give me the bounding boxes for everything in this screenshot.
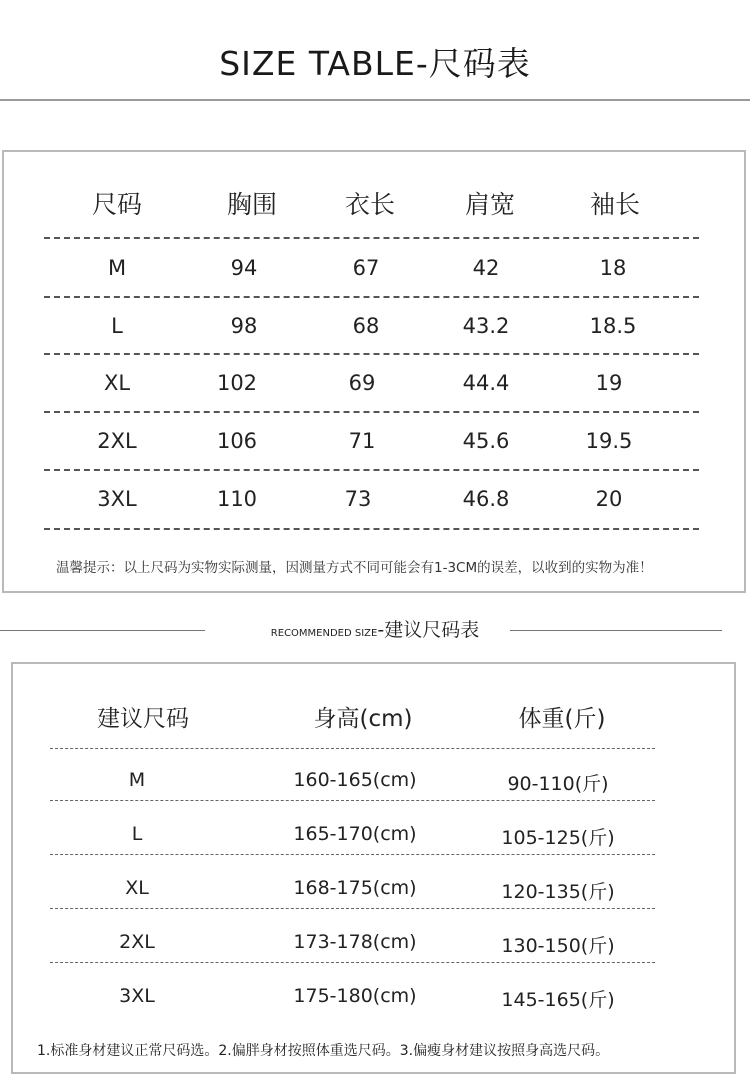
recommended-title-cn: -建议尺码表 bbox=[377, 619, 480, 641]
row-divider bbox=[44, 237, 699, 239]
row-divider bbox=[50, 748, 655, 749]
header-sleeve: 袖长 bbox=[589, 190, 640, 219]
cell-size: XL bbox=[125, 877, 149, 899]
header-shoulder: 肩宽 bbox=[464, 190, 515, 219]
cell-height: 165-170(cm) bbox=[293, 823, 417, 845]
title-divider bbox=[0, 99, 750, 101]
cell-size: L bbox=[131, 823, 143, 845]
cell-chest: 102 bbox=[216, 371, 258, 395]
cell-shoulder: 43.2 bbox=[462, 314, 510, 338]
cell-weight: 90-110(斤) bbox=[507, 773, 609, 795]
row-divider bbox=[50, 800, 655, 801]
cell-chest: 106 bbox=[216, 429, 258, 453]
row-divider bbox=[50, 908, 655, 909]
row-divider bbox=[50, 854, 655, 855]
recommendation-note: 1.标准身材建议正常尺码选。2.偏胖身材按照体重选尺码。3.偏瘦身材建议按照身高选尺码。 bbox=[37, 1043, 610, 1059]
row-divider bbox=[50, 962, 655, 963]
header-size: 尺码 bbox=[91, 190, 142, 219]
row-divider bbox=[44, 353, 699, 355]
cell-sleeve: 19 bbox=[595, 371, 623, 395]
cell-length: 69 bbox=[348, 371, 376, 395]
cell-weight: 145-165(斤) bbox=[501, 989, 615, 1011]
cell-size: M bbox=[128, 769, 146, 791]
cell-chest: 110 bbox=[216, 487, 258, 511]
header-weight: 体重(斤) bbox=[518, 706, 606, 732]
cell-shoulder: 42 bbox=[472, 256, 500, 280]
row-divider bbox=[44, 469, 699, 471]
cell-height: 175-180(cm) bbox=[293, 985, 417, 1007]
cell-chest: 94 bbox=[230, 256, 258, 280]
row-divider bbox=[44, 411, 699, 413]
cell-sleeve: 19.5 bbox=[585, 429, 633, 453]
header-recommended-size: 建议尺码 bbox=[97, 706, 189, 732]
size-table bbox=[2, 150, 746, 593]
measurement-note: 温馨提示：以上尺码为实物实际测量，因测量方式不同可能会有1-3CM的误差，以收到的实物为准！ bbox=[56, 560, 653, 576]
cell-sleeve: 18.5 bbox=[589, 314, 637, 338]
cell-height: 168-175(cm) bbox=[293, 877, 417, 899]
recommended-title-en: RECOMMENDED SIZE bbox=[270, 628, 378, 639]
cell-height: 173-178(cm) bbox=[293, 931, 417, 953]
cell-shoulder: 44.4 bbox=[462, 371, 510, 395]
header-chest: 胸围 bbox=[226, 190, 277, 219]
recommended-table bbox=[11, 662, 736, 1074]
header-height: 身高(cm) bbox=[313, 706, 413, 732]
cell-length: 68 bbox=[352, 314, 380, 338]
recommended-title bbox=[0, 615, 750, 642]
cell-length: 71 bbox=[348, 429, 376, 453]
cell-size: XL bbox=[103, 371, 131, 395]
cell-size: 3XL bbox=[119, 985, 155, 1007]
cell-weight: 120-135(斤) bbox=[501, 881, 615, 903]
cell-sleeve: 18 bbox=[599, 256, 627, 280]
cell-length: 67 bbox=[352, 256, 380, 280]
cell-sleeve: 20 bbox=[595, 487, 623, 511]
page-title: SIZE TABLE-尺码表 bbox=[219, 44, 531, 83]
cell-length: 73 bbox=[344, 487, 372, 511]
cell-shoulder: 45.6 bbox=[462, 429, 510, 453]
row-divider bbox=[44, 296, 699, 298]
row-divider bbox=[44, 528, 699, 530]
cell-size: M bbox=[107, 256, 127, 280]
cell-size: 2XL bbox=[97, 429, 137, 453]
cell-size: 2XL bbox=[119, 931, 155, 953]
header-length: 衣长 bbox=[344, 190, 395, 219]
cell-size: 3XL bbox=[97, 487, 137, 511]
cell-weight: 130-150(斤) bbox=[501, 935, 615, 957]
cell-chest: 98 bbox=[230, 314, 258, 338]
cell-size: L bbox=[111, 314, 123, 338]
cell-shoulder: 46.8 bbox=[462, 487, 510, 511]
cell-height: 160-165(cm) bbox=[293, 769, 417, 791]
cell-weight: 105-125(斤) bbox=[501, 827, 615, 849]
